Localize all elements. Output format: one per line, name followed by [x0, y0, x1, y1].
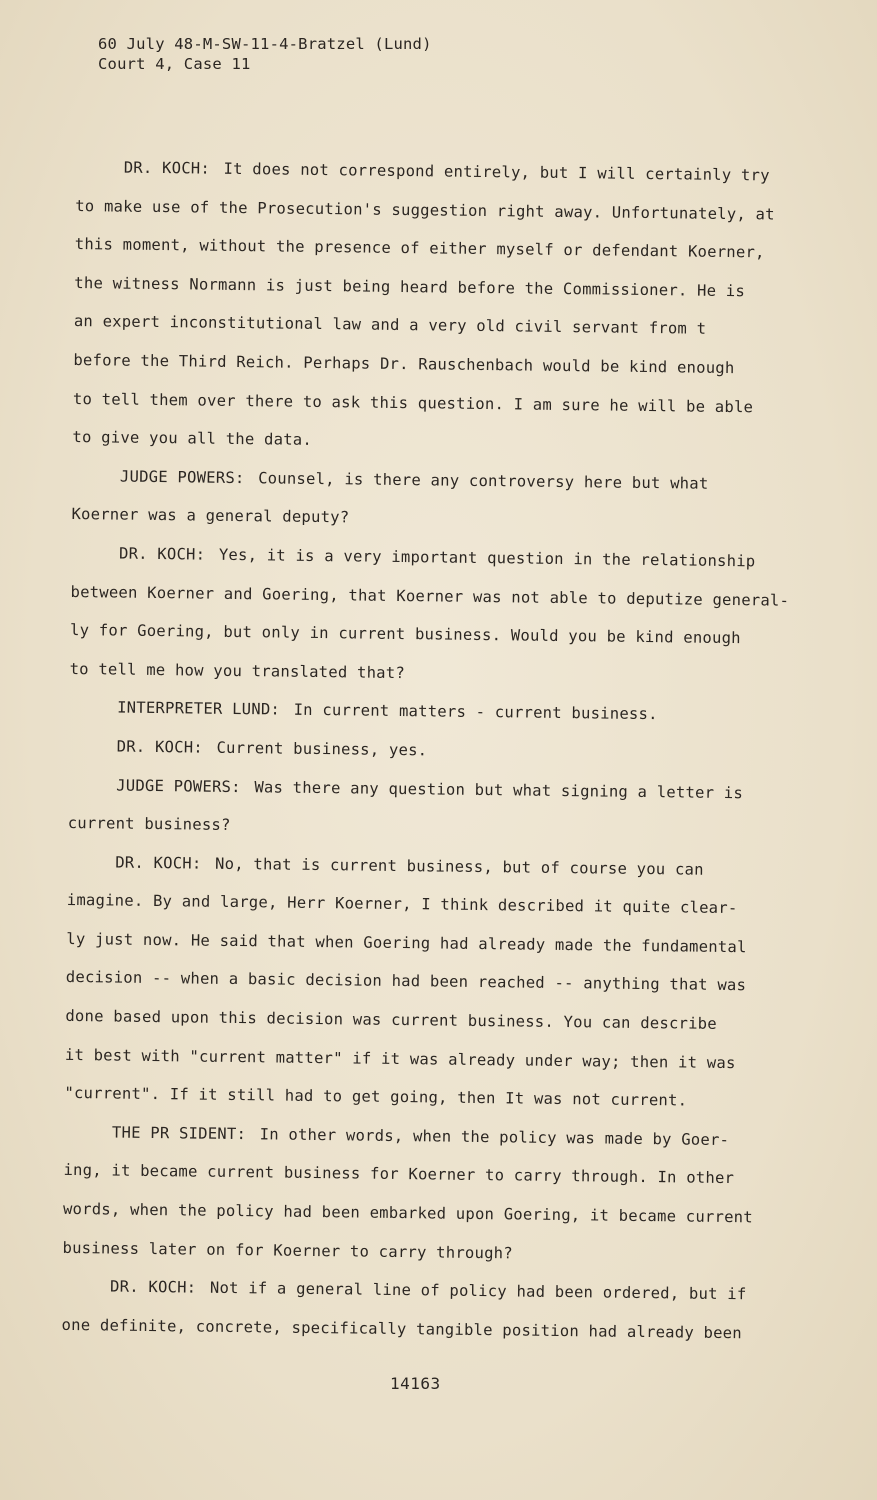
line-text: to give you all the data. — [72, 428, 313, 450]
speaker-label: INTERPRETER LUND: — [117, 698, 281, 719]
line-text: decision -- when a basic decision had been reached -- anything that was — [65, 968, 747, 995]
speaker-label: DR. KOCH: — [116, 737, 204, 757]
line-text: to tell them over there to ask this question. I am sure he will be able — [72, 389, 754, 416]
line-text: an expert inconstitutional law and a very old civil servant from t — [73, 312, 707, 339]
header-line-1: 60 July 48-M-SW-11-4-Bratzel (Lund) — [98, 35, 432, 53]
speaker-label: THE PR SIDENT: — [111, 1123, 247, 1143]
line-text: ly for Goering, but only in current business. Would you be kind enough — [69, 621, 741, 648]
document-header — [98, 34, 432, 74]
speaker-label: JUDGE POWERS: — [116, 776, 241, 796]
line-text: Current business, yes. — [216, 738, 428, 760]
page-number: 14163 — [390, 1374, 441, 1393]
line-text: between Koerner and Goering, that Koerner was not able to deputize general- — [70, 582, 790, 610]
transcript-paragraph — [68, 765, 809, 851]
speaker-label: DR. KOCH: — [123, 158, 211, 178]
line-text: In other words, when the policy was made by Goer- — [259, 1125, 730, 1149]
line-text: done based upon this decision was current business. You can describe — [65, 1006, 718, 1033]
line-text: Not if a general line of policy had been ordered, but if — [209, 1278, 747, 1304]
line-text: business later on for Koerner to carry through? — [62, 1238, 514, 1263]
line-text: No, that is current business, but of course you can — [215, 854, 704, 879]
line-text: Was there any question but what signing a letter is — [254, 777, 744, 802]
header-line-2: Court 4, Case 11 — [98, 55, 251, 73]
line-text: the witness Normann is just being heard before the Commissioner. He is — [74, 273, 746, 300]
line-text: to tell me how you translated that? — [69, 659, 406, 682]
line-text: imagine. By and large, Herr Koerner, I think described it quite clear- — [66, 891, 738, 918]
transcript-paragraph — [69, 534, 811, 697]
speaker-label: JUDGE POWERS: — [119, 467, 245, 487]
transcript-paragraph — [64, 843, 807, 1122]
line-text: It does not correspond entirely, but I will certainly try — [223, 159, 770, 185]
line-text: current business? — [67, 814, 231, 835]
line-text: words, when the policy had been embarked upon Goering, it became current — [62, 1199, 753, 1227]
transcript-paragraph — [62, 1113, 804, 1276]
line-text: this moment, without the presence of either myself or defendant Koerner, — [74, 235, 765, 262]
transcript-paragraph — [72, 148, 816, 466]
line-text: it best with "current matter" if it was already under way; then it was — [64, 1045, 736, 1072]
line-text: ing, it became current business for Koerner to carry through. In other — [63, 1161, 735, 1188]
line-text: before the Third Reich. Perhaps Dr. Rauschenbach would be kind enough — [73, 350, 735, 378]
line-text: one definite, concrete, specifically tangible position had already been — [61, 1315, 742, 1343]
transcript-body — [61, 148, 816, 1353]
transcript-line — [61, 1306, 801, 1354]
speaker-label: DR. KOCH: — [109, 1277, 197, 1297]
line-text: "current". If it still had to get going, then It was not current. — [64, 1084, 688, 1110]
line-text: Yes, it is a very important question in the relationship — [218, 545, 756, 571]
transcript-paragraph — [71, 457, 812, 543]
speaker-label: DR. KOCH: — [115, 853, 202, 873]
line-text: Koerner was a general deputy? — [71, 505, 350, 527]
line-text: to make use of the Prosecution's suggestion right away. Unfortunately, at — [75, 196, 775, 224]
speaker-label: DR. KOCH: — [118, 544, 206, 564]
line-text: ly just now. He said that when Goering had already made the fundamental — [66, 929, 747, 957]
line-text: Counsel, is there any controversy here but what — [258, 469, 709, 493]
line-text: In current matters - current business. — [293, 701, 658, 724]
transcript-paragraph — [61, 1267, 802, 1353]
